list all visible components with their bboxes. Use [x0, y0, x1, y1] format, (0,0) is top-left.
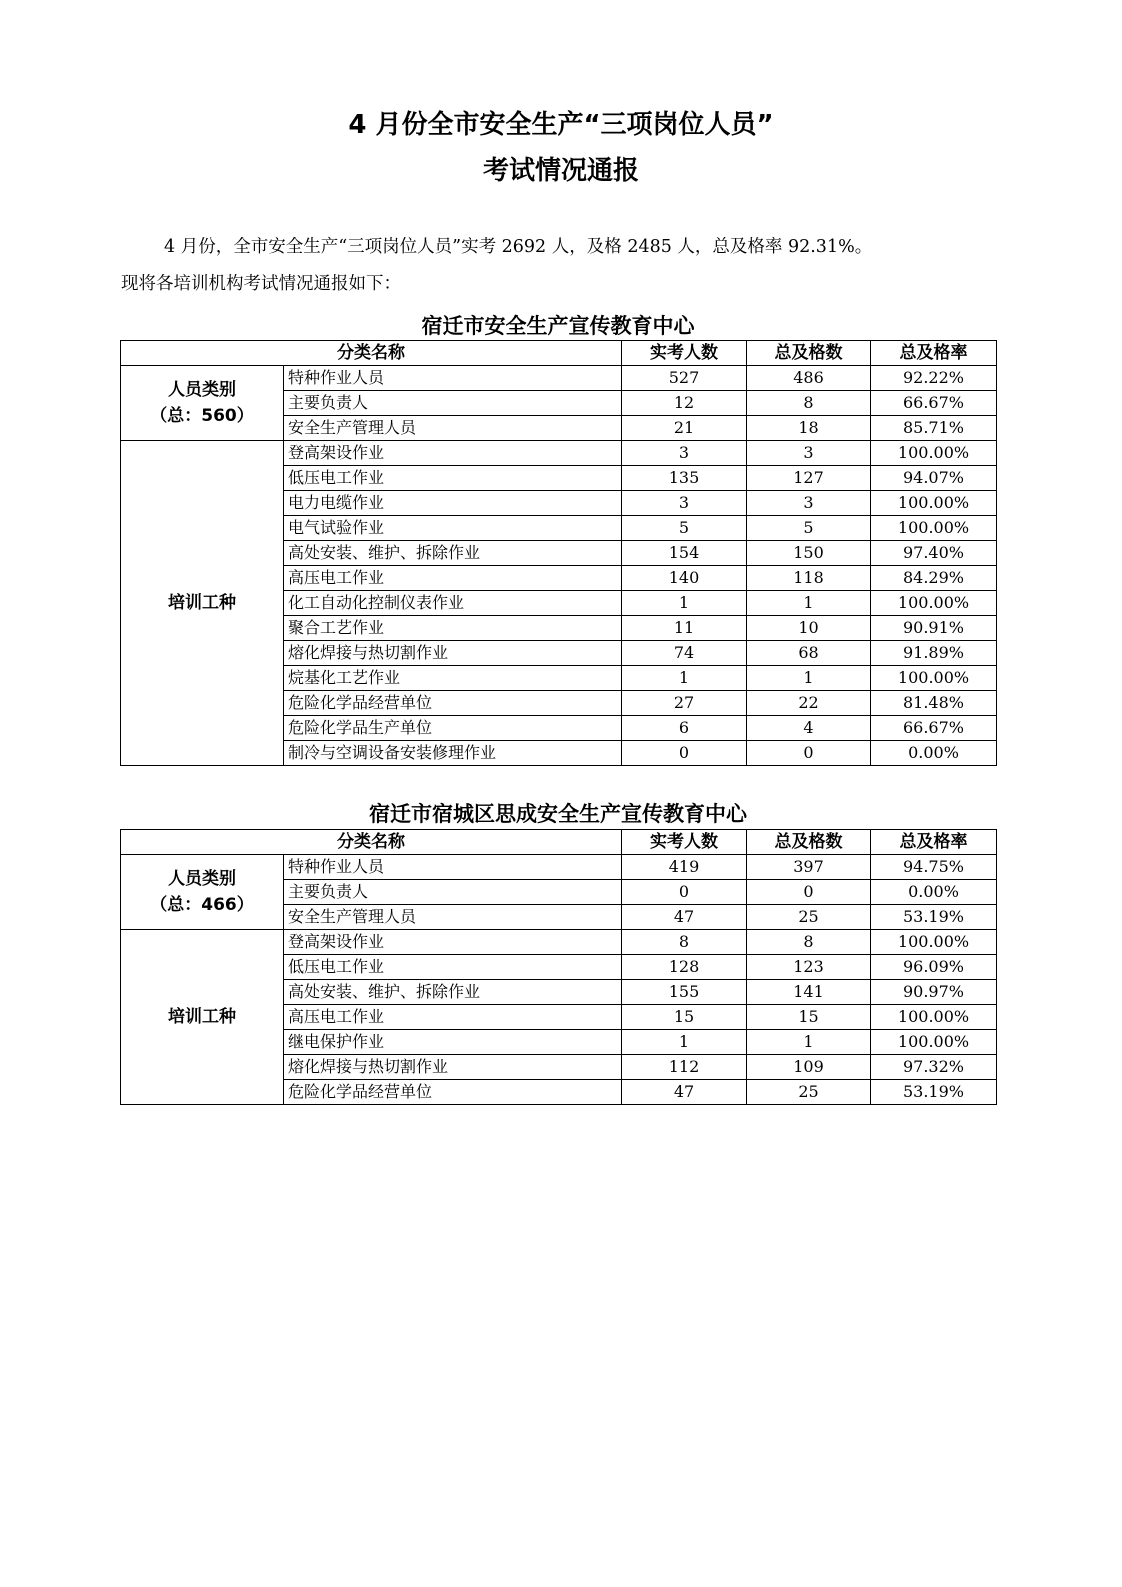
row-tested-count: 527 [622, 366, 747, 391]
row-category-name: 危险化学品经营单位 [284, 1080, 622, 1105]
row-tested-count: 155 [622, 980, 747, 1005]
row-category-name: 化工自动化控制仪表作业 [284, 591, 622, 616]
group-label: 人员类别 [168, 869, 236, 889]
row-category-name: 制冷与空调设备安装修理作业 [284, 741, 622, 766]
row-passed-count: 141 [747, 980, 871, 1005]
row-pass-rate: 100.00% [871, 516, 997, 541]
row-passed-count: 118 [747, 566, 871, 591]
row-passed-count: 486 [747, 366, 871, 391]
row-category-name: 危险化学品经营单位 [284, 691, 622, 716]
group-label: 人员类别 [168, 380, 236, 400]
row-tested-count: 0 [622, 741, 747, 766]
row-category-name: 高处安装、维护、拆除作业 [284, 980, 622, 1005]
row-tested-count: 6 [622, 716, 747, 741]
group-label: 培训工种 [168, 593, 236, 613]
row-category-name: 熔化焊接与热切割作业 [284, 1055, 622, 1080]
row-category-name: 特种作业人员 [284, 855, 622, 880]
row-category-name: 主要负责人 [284, 391, 622, 416]
document-title-line-1: 4 月份全市安全生产“三项岗位人员” [348, 110, 774, 140]
row-pass-rate: 94.75% [871, 855, 997, 880]
row-tested-count: 3 [622, 441, 747, 466]
row-category-name: 低压电工作业 [284, 955, 622, 980]
row-pass-rate: 100.00% [871, 591, 997, 616]
row-passed-count: 25 [747, 905, 871, 930]
row-tested-count: 1 [622, 591, 747, 616]
group-total: （总：466） [150, 895, 254, 915]
row-passed-count: 123 [747, 955, 871, 980]
row-tested-count: 11 [622, 616, 747, 641]
row-pass-rate: 97.40% [871, 541, 997, 566]
row-passed-count: 22 [747, 691, 871, 716]
group-label-cell [121, 855, 284, 930]
row-pass-rate: 66.67% [871, 391, 997, 416]
row-pass-rate: 100.00% [871, 441, 997, 466]
row-tested-count: 3 [622, 491, 747, 516]
row-tested-count: 419 [622, 855, 747, 880]
row-pass-rate: 0.00% [871, 880, 997, 905]
group-label-cell [121, 441, 284, 766]
row-pass-rate: 97.32% [871, 1055, 997, 1080]
row-tested-count: 154 [622, 541, 747, 566]
row-pass-rate: 100.00% [871, 666, 997, 691]
row-tested-count: 47 [622, 905, 747, 930]
row-pass-rate: 53.19% [871, 1080, 997, 1105]
row-category-name: 熔化焊接与热切割作业 [284, 641, 622, 666]
table-2 [120, 829, 997, 1105]
row-category-name: 高压电工作业 [284, 1005, 622, 1030]
row-tested-count: 0 [622, 880, 747, 905]
header-passed: 总及格数 [747, 830, 871, 855]
row-tested-count: 47 [622, 1080, 747, 1105]
row-pass-rate: 100.00% [871, 930, 997, 955]
row-pass-rate: 96.09% [871, 955, 997, 980]
row-pass-rate: 92.22% [871, 366, 997, 391]
row-passed-count: 15 [747, 1005, 871, 1030]
row-pass-rate: 0.00% [871, 741, 997, 766]
row-tested-count: 74 [622, 641, 747, 666]
row-passed-count: 0 [747, 880, 871, 905]
row-category-name: 电气试验作业 [284, 516, 622, 541]
table-row [121, 441, 997, 466]
row-category-name: 安全生产管理人员 [284, 416, 622, 441]
row-pass-rate: 84.29% [871, 566, 997, 591]
row-category-name: 继电保护作业 [284, 1030, 622, 1055]
row-category-name: 特种作业人员 [284, 366, 622, 391]
row-category-name: 安全生产管理人员 [284, 905, 622, 930]
row-tested-count: 8 [622, 930, 747, 955]
row-tested-count: 128 [622, 955, 747, 980]
row-passed-count: 3 [747, 491, 871, 516]
row-tested-count: 27 [622, 691, 747, 716]
row-tested-count: 140 [622, 566, 747, 591]
row-passed-count: 8 [747, 391, 871, 416]
document-title-line-2: 考试情况通报 [482, 156, 639, 186]
row-passed-count: 1 [747, 666, 871, 691]
row-tested-count: 135 [622, 466, 747, 491]
row-tested-count: 5 [622, 516, 747, 541]
intro-paragraph-line-2: 现将各培训机构考试情况通报如下： [121, 274, 401, 294]
row-tested-count: 15 [622, 1005, 747, 1030]
header-category: 分类名称 [121, 830, 622, 855]
row-pass-rate: 91.89% [871, 641, 997, 666]
row-category-name: 危险化学品生产单位 [284, 716, 622, 741]
row-passed-count: 4 [747, 716, 871, 741]
group-label-cell [121, 930, 284, 1105]
row-passed-count: 1 [747, 591, 871, 616]
row-passed-count: 5 [747, 516, 871, 541]
row-tested-count: 21 [622, 416, 747, 441]
row-category-name: 聚合工艺作业 [284, 616, 622, 641]
header-row [121, 830, 997, 855]
table-2-title: 宿迁市宿城区思成安全生产宣传教育中心 [369, 802, 747, 826]
row-category-name: 电力电缆作业 [284, 491, 622, 516]
row-pass-rate: 85.71% [871, 416, 997, 441]
row-pass-rate: 90.91% [871, 616, 997, 641]
row-pass-rate: 100.00% [871, 1030, 997, 1055]
group-label: 培训工种 [168, 1007, 236, 1027]
row-passed-count: 10 [747, 616, 871, 641]
table-row [121, 855, 997, 880]
row-category-name: 主要负责人 [284, 880, 622, 905]
row-passed-count: 397 [747, 855, 871, 880]
row-passed-count: 18 [747, 416, 871, 441]
row-category-name: 烷基化工艺作业 [284, 666, 622, 691]
row-passed-count: 3 [747, 441, 871, 466]
row-passed-count: 1 [747, 1030, 871, 1055]
table-row [121, 366, 997, 391]
row-category-name: 低压电工作业 [284, 466, 622, 491]
group-total: （总：560） [150, 406, 254, 426]
row-passed-count: 8 [747, 930, 871, 955]
row-passed-count: 0 [747, 741, 871, 766]
row-pass-rate: 53.19% [871, 905, 997, 930]
intro-paragraph-line-1: 4 月份，全市安全生产“三项岗位人员”实考 2692 人，及格 2485 人，总及格率 92.31%。 [164, 237, 873, 257]
row-category-name: 登高架设作业 [284, 930, 622, 955]
header-category: 分类名称 [121, 341, 622, 366]
row-passed-count: 127 [747, 466, 871, 491]
row-pass-rate: 90.97% [871, 980, 997, 1005]
row-passed-count: 25 [747, 1080, 871, 1105]
row-passed-count: 68 [747, 641, 871, 666]
header-tested: 实考人数 [622, 341, 747, 366]
row-pass-rate: 100.00% [871, 491, 997, 516]
row-category-name: 登高架设作业 [284, 441, 622, 466]
header-passed: 总及格数 [747, 341, 871, 366]
row-category-name: 高压电工作业 [284, 566, 622, 591]
header-rate: 总及格率 [871, 830, 997, 855]
group-label-cell [121, 366, 284, 441]
table-1-title: 宿迁市安全生产宣传教育中心 [421, 314, 695, 338]
row-tested-count: 1 [622, 666, 747, 691]
header-rate: 总及格率 [871, 341, 997, 366]
row-tested-count: 112 [622, 1055, 747, 1080]
row-pass-rate: 94.07% [871, 466, 997, 491]
header-tested: 实考人数 [622, 830, 747, 855]
row-pass-rate: 81.48% [871, 691, 997, 716]
header-row [121, 341, 997, 366]
table-row [121, 930, 997, 955]
row-pass-rate: 100.00% [871, 1005, 997, 1030]
row-tested-count: 1 [622, 1030, 747, 1055]
row-tested-count: 12 [622, 391, 747, 416]
table-1 [120, 340, 997, 766]
row-category-name: 高处安装、维护、拆除作业 [284, 541, 622, 566]
row-pass-rate: 66.67% [871, 716, 997, 741]
row-passed-count: 150 [747, 541, 871, 566]
row-passed-count: 109 [747, 1055, 871, 1080]
